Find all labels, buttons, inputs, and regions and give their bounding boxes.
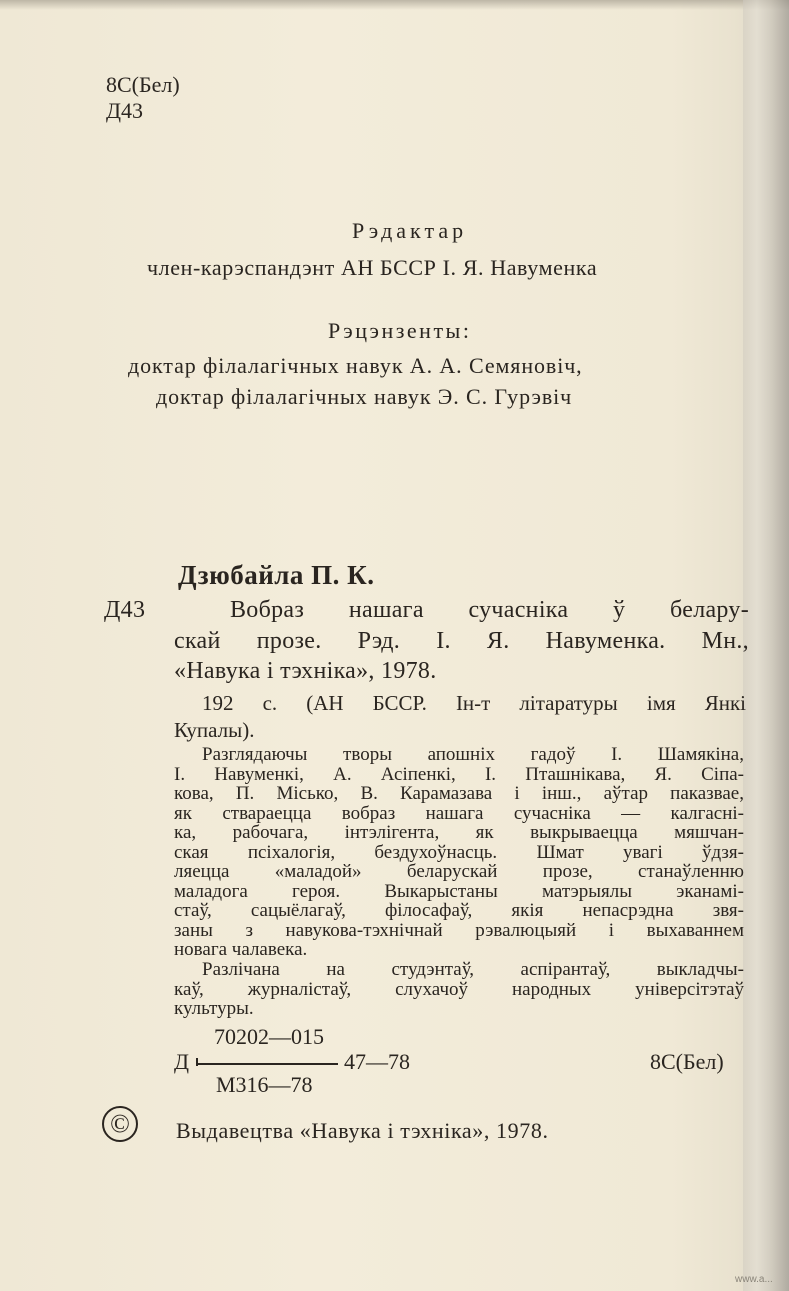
index-numerator: 70202—015 xyxy=(214,1024,324,1049)
author-mark-top: Д43 xyxy=(106,98,144,123)
watermark: www.a... xyxy=(735,1274,773,1285)
editor-name: член-карэспандэнт АН БССР І. Я. Навуменка xyxy=(147,255,598,280)
book-pages-line-2: Купалы). xyxy=(174,718,255,742)
index-prefix: Д xyxy=(174,1049,190,1074)
book-mark: Д43 xyxy=(104,597,146,623)
reviewer-2: доктар філалагічных навук Э. С. Гурэвіч xyxy=(156,384,573,409)
index-denominator: М316—78 xyxy=(216,1072,313,1097)
book-title-line-2: скай прозе. Рэд. І. Я. Навуменка. Мн., xyxy=(174,628,749,654)
index-suffix: 47—78 xyxy=(344,1049,410,1074)
book-author: Дзюбайла П. К. xyxy=(178,560,375,590)
fraction-line xyxy=(198,1063,338,1065)
editor-heading: Рэдактар xyxy=(352,218,468,243)
book-title-line-3: «Навука і тэхніка», 1978. xyxy=(174,658,437,684)
copyright-icon: © xyxy=(102,1106,138,1142)
fraction-tick xyxy=(196,1058,198,1066)
reviewer-1: доктар філалагічных навук А. А. Семяновіч, xyxy=(128,353,583,378)
annotation-paragraph-2: Разлічана на студэнтаў, аспірантаў, выкладчы- каў, журналістаў, слухачоў народных універсітэтаў культуры. xyxy=(174,959,744,1019)
annotation-paragraph-1: Разглядаючы творы апошніх гадоў І. Шамякіна, І. Навуменкі, А. Асіпенкі, І. Пташнікава, Я. Сіпа- кова, П. Місько, В. Карамазава і інш., аўтар паказвае, як ствараецца вобраз нашага сучасніка — калгасні- ка, рабочага, інтэлігента, як выкрываецца мяшчан- ская псіхалогія, бездухоўнасць. Шмат увагі ўдзя- ляецца «маладой» беларускай прозе, станаўленню маладога героя. Выкарыстаны матэрыялы эканамі- стаў, сацыёлагаў, філосафаў, якія непасрэдна звя- заны з навукова-тэхнічнай рэвалюцыяй і выхаваннем новага чалавека. xyxy=(174,744,744,960)
book-pages-line-1: 192 с. (АН БССР. Ін-т літаратуры імя Янкі xyxy=(202,691,746,715)
reviewers-heading: Рэцэнзенты: xyxy=(328,318,472,343)
copyright-text: Выдавецтва «Навука і тэхніка», 1978. xyxy=(176,1118,549,1143)
classification-code: 8С(Бел) xyxy=(106,72,180,97)
book-title-line-1: Вобраз нашага сучасніка ў белару- xyxy=(230,597,749,623)
page-edge-shadow xyxy=(743,0,789,1291)
index-class-code: 8С(Бел) xyxy=(650,1049,724,1074)
top-shadow xyxy=(0,0,789,10)
